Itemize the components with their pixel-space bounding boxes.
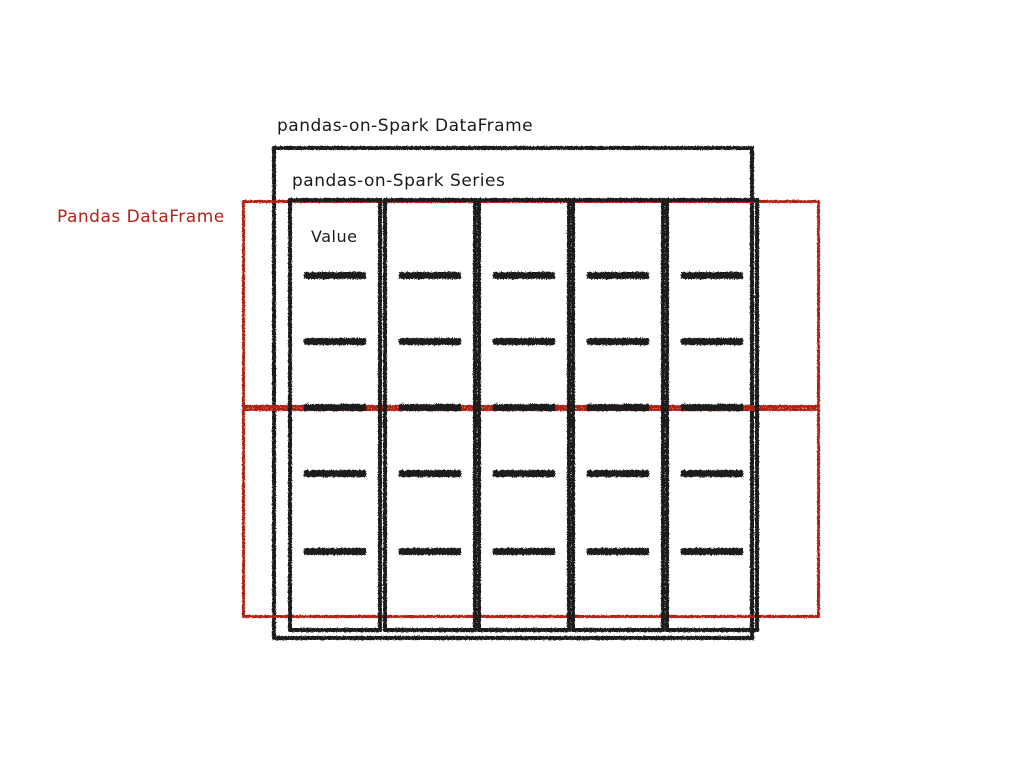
series-row-separator [587, 470, 649, 477]
pandas-on-spark-series-column [288, 198, 382, 632]
series-row-separator [681, 404, 743, 411]
series-row-separator [304, 548, 366, 555]
series-row-separator [681, 272, 743, 279]
series-row-separator [304, 338, 366, 345]
series-row-separator [399, 470, 461, 477]
series-row-separator [399, 548, 461, 555]
series-row-separator [587, 272, 649, 279]
series-row-separator [681, 548, 743, 555]
pandas-dataframe-label: Pandas DataFrame [57, 207, 225, 227]
series-row-separator [304, 272, 366, 279]
series-row-separator [681, 338, 743, 345]
series-row-separator [493, 272, 555, 279]
series-row-separator [587, 338, 649, 345]
value-cell-label: Value [311, 227, 358, 246]
series-row-separator [399, 404, 461, 411]
series-row-separator [399, 338, 461, 345]
pandas-on-spark-dataframe-label: pandas-on-Spark DataFrame [277, 116, 534, 136]
series-row-separator [304, 404, 366, 411]
pandas-on-spark-series-label: pandas-on-Spark Series [292, 171, 506, 191]
series-row-separator [399, 272, 461, 279]
series-row-separator [304, 470, 366, 477]
pandas-on-spark-series-column [571, 198, 665, 632]
series-row-separator [493, 404, 555, 411]
pandas-on-spark-series-column [383, 198, 477, 632]
series-row-separator [493, 548, 555, 555]
pandas-on-spark-series-column [477, 198, 571, 632]
series-row-separator [587, 548, 649, 555]
series-row-separator [493, 338, 555, 345]
series-row-separator [587, 404, 649, 411]
pandas-on-spark-series-column [665, 198, 759, 632]
series-row-separator [681, 470, 743, 477]
series-row-separator [493, 470, 555, 477]
